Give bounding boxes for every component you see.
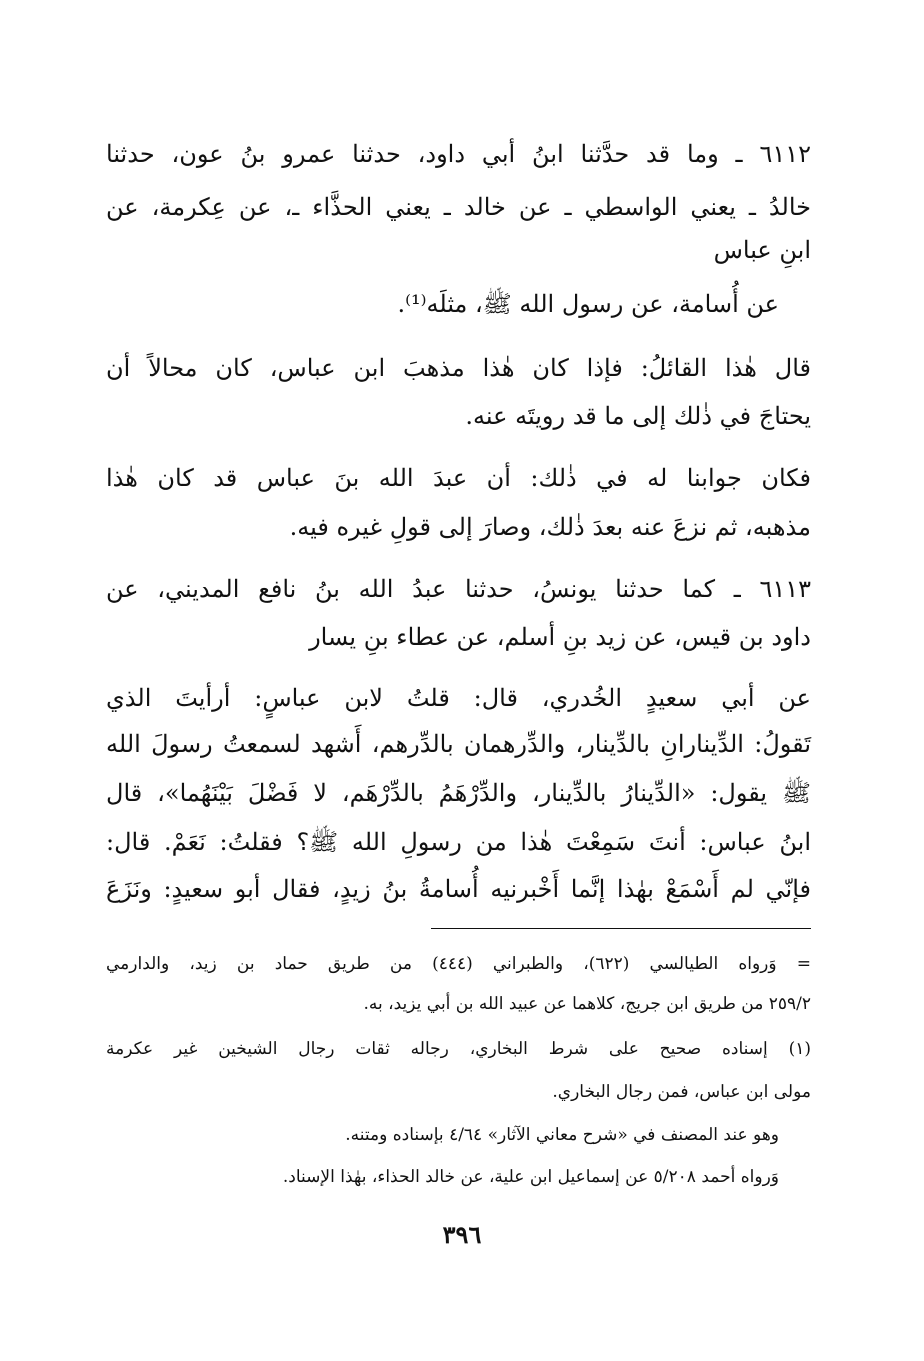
- body-line: تَقولُ: الدِّينارانِ بالدِّينار، والدِّرهمان بالدِّرهم، أَشهد لسمعتُ رسولَ الله: [106, 730, 811, 758]
- footnote-line: وهو عند المصنف في «شرح معاني الآثار» ٤/٦٤ بإسناده ومتنه.: [345, 1125, 779, 1145]
- footnote-line: ٢٥٩/٢ من طريق ابن جريج، كلاهما عن عبيد الله بن أبي يزيد، به.: [363, 994, 811, 1014]
- body-line: فكان جوابنا له في ذٰلك: أن عبدَ الله بنَ عباس قد كان هٰذا: [106, 464, 811, 492]
- body-line: مذهبه، ثم نزعَ عنه بعدَ ذٰلك، وصارَ إلى قولِ غيره فيه.: [289, 513, 811, 541]
- page-number: ٣٩٦: [442, 1220, 482, 1249]
- footnote-line: = وَرواه الطيالسي (٦٢٢)، والطبراني (٤٤٤) من طريق حماد بن زيد، والدارمي: [106, 954, 811, 974]
- body-line: ٦١١٣ ـ كما حدثنا يونسُ، حدثنا عبدُ الله بنُ نافع المديني، عن: [106, 575, 811, 603]
- footnote-line: (١) إسناده صحيح على شرط البخاري، رجاله ثقات رجال الشيخين غير عكرمة: [106, 1039, 811, 1059]
- body-line: عن أبي سعيدٍ الخُدري، قال: قلتُ لابن عباسٍ: أرأيتَ الذي: [106, 684, 811, 712]
- body-line: خالدُ ـ يعني الواسطي ـ عن خالد ـ يعني الحذَّاء ـ، عن عِكرمة، عن: [106, 193, 811, 221]
- footnote-line: مولى ابن عباس، فمن رجال البخاري.: [552, 1082, 811, 1102]
- body-line: ابنِ عباس: [713, 236, 811, 264]
- body-line: قال هٰذا القائلُ: فإذا كان هٰذا مذهبَ ابن عباس، كان محالاً أن: [106, 354, 811, 382]
- footnote-line: وَرواه أحمد ٥/٢٠٨ عن إسماعيل ابن علية، عن خالد الحذاء، بهٰذا الإسناد.: [282, 1167, 779, 1187]
- footnote-separator: [431, 928, 811, 929]
- body-line: ٦١١٢ ـ وما قد حدَّثنا ابنُ أبي داود، حدثنا عمرو بنُ عون، حدثنا: [106, 140, 811, 168]
- body-line: يحتاجَ في ذٰلك إلى ما قد رويتَه عنه.: [465, 402, 811, 430]
- body-line: فإنّي لم أَسْمَعْ بهٰذا إنَّما أَخْبرنيه أُسامةُ بنُ زيدٍ، فقال أبو سعيدٍ: ونَزَعَ: [106, 875, 811, 903]
- body-line: عن أُسامة، عن رسول الله ﷺ، مثلَه⁽¹⁾.: [397, 290, 779, 318]
- body-line: ابنُ عباس: أنتَ سَمِعْتَ هٰذا من رسولِ الله ﷺ؟ فقلتُ: نَعَمْ. قال:: [106, 828, 811, 856]
- body-line: ﷺ يقول: «الدِّينارُ بالدِّينار، والدِّرْهَمُ بالدِّرْهَم، لا فَضْلَ بَيْنَهُما»، قال: [106, 779, 811, 807]
- body-line: داود بن قيس، عن زيد بنِ أسلم، عن عطاء بنِ يسار: [309, 623, 811, 651]
